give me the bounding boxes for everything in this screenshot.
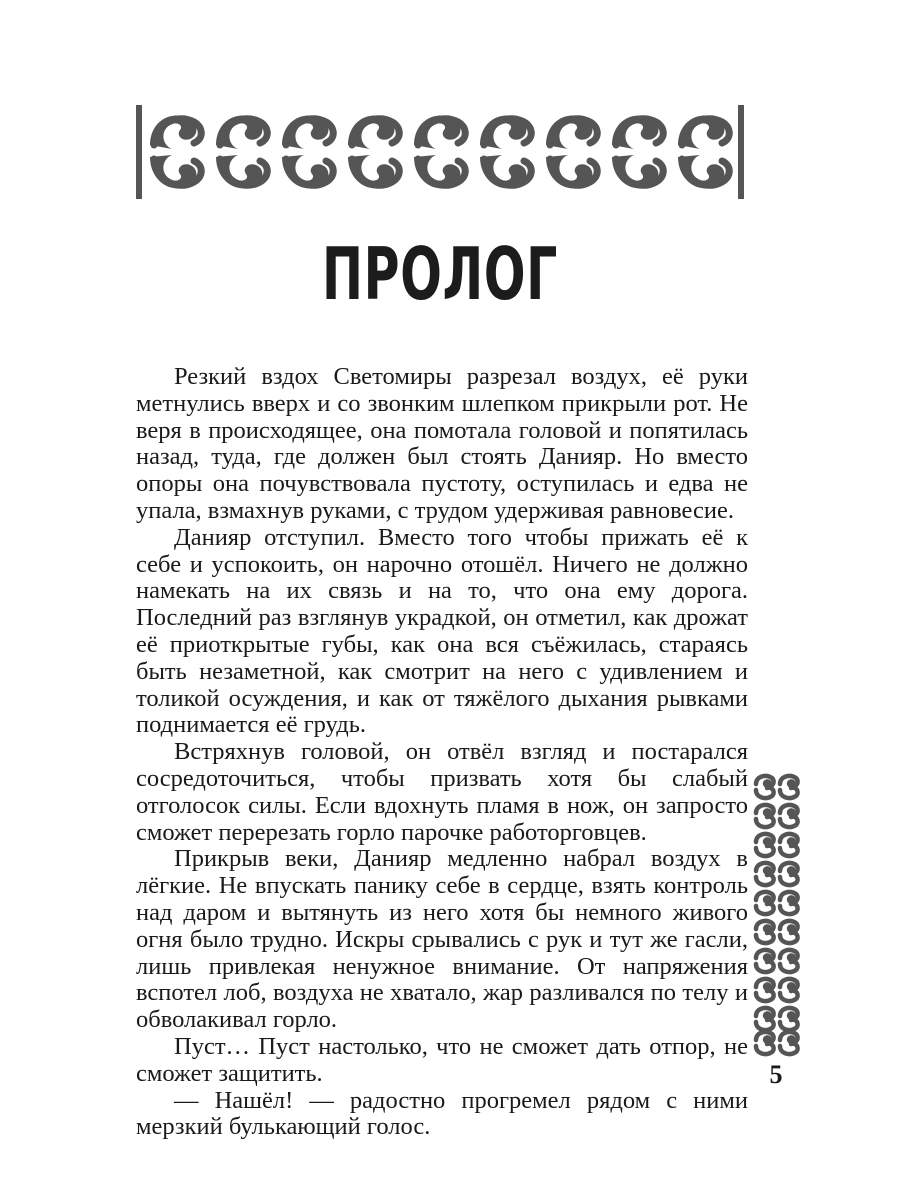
paragraph: Пуст… Пуст настолько, что не сможет дать отпор, не сможет защитить. <box>136 1032 748 1087</box>
ornament-band-icon <box>136 105 744 199</box>
chapter-text <box>136 364 748 1141</box>
paragraph: Данияр отступил. Вместо того чтобы прижать её к себе и успокоить, он нарочно отошёл. Ничего не должно намекать на их связь и на то, что она ему дорога. Последний раз взглянув украдкой, он отметил, как дрожат её приоткрытые губы, как она вся съёжилась, стараясь быть незаметной, как смотрит на него с удивлением и толикой осуждения, и как от тяжёлого дыхания рывками поднимается её грудь. <box>136 523 748 739</box>
paragraph: Встряхнув головой, он отвёл взгляд и постарался сосредоточиться, чтобы призвать хотя бы слабый отголосок силы. Если вдохнуть пламя в нож, он запросто сможет перерезать горло парочке работорговцев. <box>136 738 748 846</box>
chapter-title: ПРОЛОГ <box>321 232 559 316</box>
page-number: 5 <box>769 1060 783 1089</box>
ornament-side-band-icon <box>752 772 804 1058</box>
paragraph: Прикрыв веки, Данияр медленно набрал воздух в лёгкие. Не впускать панику себе в сердце, взять контроль над даром и вытянуть из него хотя бы немного живого огня было трудно. Искры срывались с рук и тут же гасли, лишь привлекая ненужное внимание. От напряжения вспотел лоб, воздуха не хватало, жар разливался по телу и обволакивал горло. <box>136 845 748 1034</box>
paragraph: — Нашёл! — радостно прогремел рядом с ними мерзкий булькающий голос. <box>136 1086 748 1141</box>
paragraph: Резкий вздох Светомиры разрезал воздух, её руки метнулись вверх и со звонким шлепком прикрыли рот. Не веря в происходящее, она помотала головой и попятилась назад, туда, где должен был стоять Данияр. Но вместо опоры она почувствовала пустоту, оступилась и едва не упала, взмахнув руками, с трудом удерживая равновесие. <box>136 363 748 524</box>
